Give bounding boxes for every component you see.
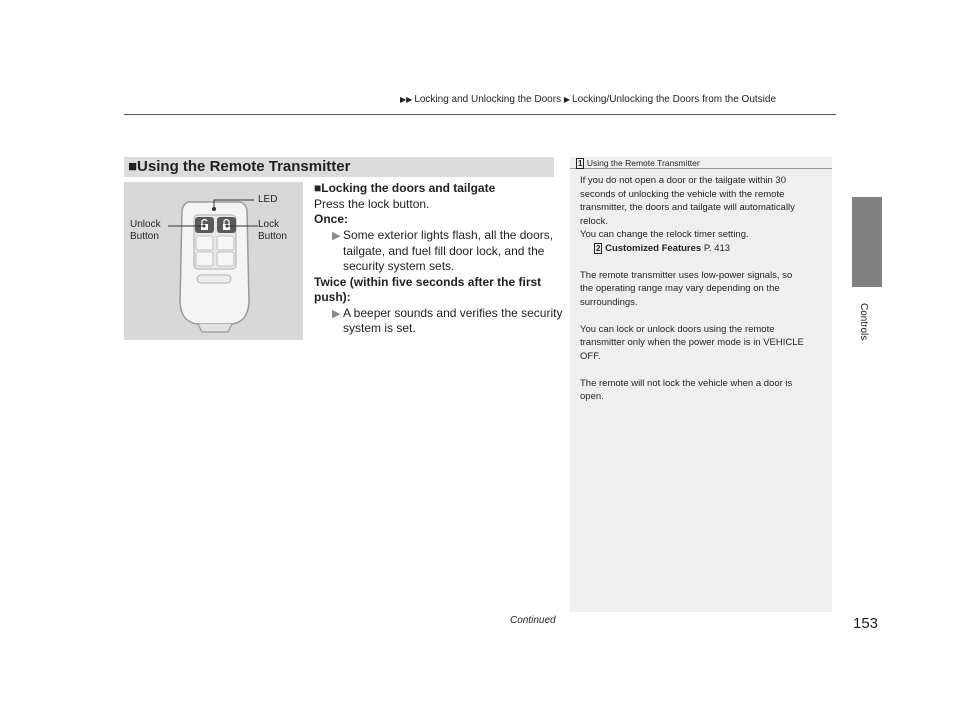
note-p3-line2: transmitter only when the power mode is in VEHICLE [580,337,804,348]
page-number: 153 [853,615,879,632]
once-text-line3: security system sets. [343,259,455,273]
arrow-icon: ▶ [563,95,571,104]
note-p3-line1: You can lock or unlock doors using the remote [580,324,775,335]
note-title: 1 Using the Remote Transmitter [578,158,700,168]
unlock-label-line1: Unlock [130,219,161,230]
remote-transmitter-figure [124,182,303,340]
chapter-label: Controls [858,303,869,341]
note-p3-line3: OFF. [580,351,601,362]
double-arrow-icon: ▶▶ [400,95,413,104]
note-p4-line1: The remote will not lock the vehicle when a door is [580,378,793,389]
once-text-line1: Some exterior lights flash, all the doors, [343,228,554,242]
subheading: ■Locking the doors and tailgate [314,181,496,195]
note-p1-line4: relock. [580,216,608,227]
bullet-arrow-icon: ▶ [332,230,341,242]
once-text-line2: tailgate, and fuel fill door lock, and the [343,244,545,258]
note-p1-line2: seconds of unlocking the vehicle with the remote [580,189,785,200]
lock-label-line2: Button [258,231,287,242]
intro-text: Press the lock button. [314,197,430,211]
twice-text-line2: system is set. [343,321,416,335]
continued-label: Continued [510,615,556,626]
reference-page: P. 413 [703,243,731,254]
note-p1-line3: transmitter, the doors and tailgate will automatically [580,202,795,213]
note-number-icon: 1 [578,159,583,168]
note-p2-line3: surroundings. [580,297,638,308]
breadcrumb-part2: Locking/Unlocking the Doors from the Outside [572,94,777,105]
cross-reference[interactable] [594,242,730,256]
remote-transmitter-illustration [124,182,303,340]
once-label: Once: [314,212,349,226]
twice-label-line1: Twice (within five seconds after the first [314,275,542,289]
twice-text-line1: A beeper sounds and verifies the security [343,306,563,320]
twice-label-line2: push): [314,290,351,304]
chapter-tab [852,197,882,287]
lock-label-line1: Lock [258,219,280,230]
breadcrumb-part1: Locking and Unlocking the Doors [414,94,562,105]
reference-title: Customized Features [605,243,702,254]
bullet-arrow-icon: ▶ [332,308,341,320]
breadcrumb [400,94,776,105]
unlock-label-line2: Button [130,231,159,242]
led-indicator [212,207,216,211]
note-p2-line1: The remote transmitter uses low-power signals, so [580,270,793,281]
led-label: LED [258,194,278,205]
note-p1-line1: If you do not open a door or the tailgate within 30 [580,175,786,186]
reference-arrow-icon: 2 [596,244,601,253]
note-divider [570,168,832,169]
note-p2-line2: the operating range may vary depending on the [580,283,780,294]
header-divider [124,114,836,115]
note-p1-line5: You can change the relock timer setting. [580,229,749,240]
note-p4-line2: open. [580,391,604,402]
section-title: ■Using the Remote Transmitter [128,158,351,175]
